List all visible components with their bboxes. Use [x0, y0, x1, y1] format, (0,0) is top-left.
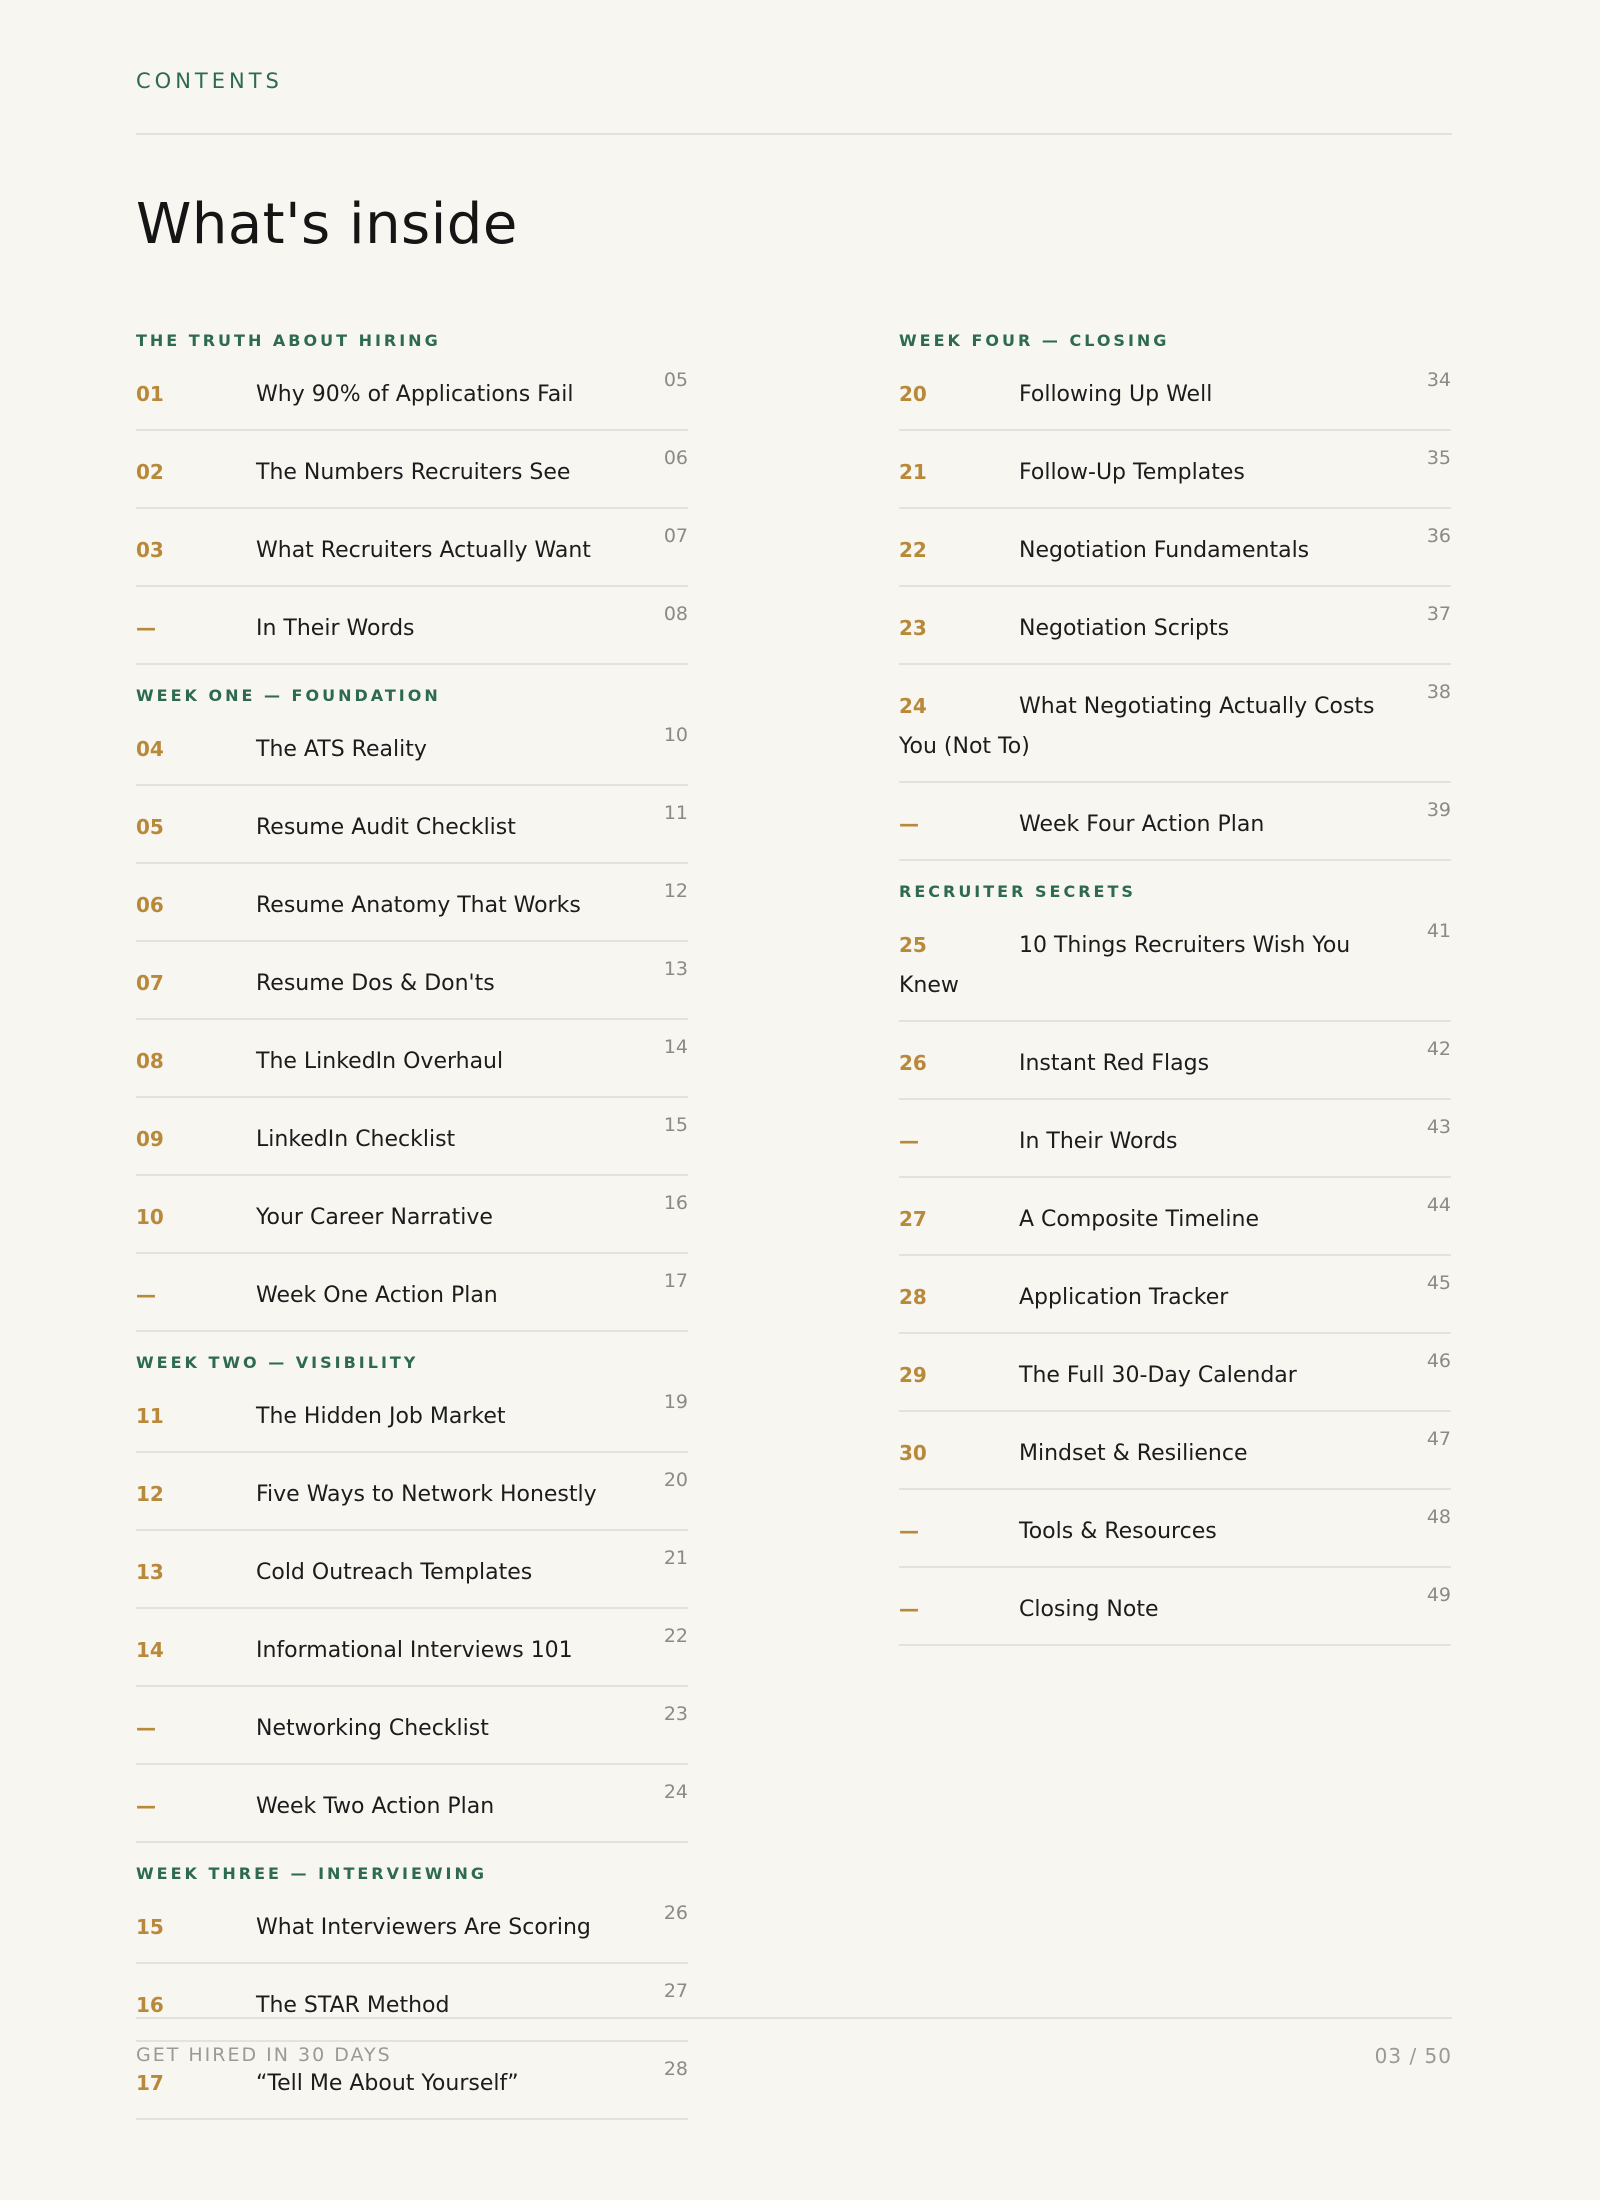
toc-entry-number: 12	[136, 1482, 164, 1506]
toc-entry-number: 06	[136, 893, 164, 917]
toc-entry-number: 03	[136, 538, 164, 562]
toc-entry[interactable]	[136, 1886, 688, 1964]
toc-entry-title: Negotiation Scripts	[1019, 616, 1230, 641]
toc-entry-number: 23	[899, 616, 927, 640]
toc-entry-number-cell	[136, 1631, 256, 1671]
toc-entry-number: 02	[136, 460, 164, 484]
toc-entry-title: Following Up Well	[1019, 382, 1213, 407]
toc-entry-page-number: 26	[663, 1902, 688, 1924]
toc-entry-number: 29	[899, 1363, 927, 1387]
toc-entry-number-cell	[136, 1397, 256, 1437]
toc-entry-title: In Their Words	[1019, 1129, 1178, 1154]
page-title: What's inside	[136, 192, 518, 257]
toc-entry-number-cell	[136, 730, 256, 770]
toc-entry-number: —	[136, 1794, 156, 1818]
toc-entry-number-cell	[899, 1590, 1019, 1630]
toc-entry-title: Resume Dos & Don'ts	[256, 971, 495, 996]
toc-entry-number-cell	[136, 1986, 256, 2026]
toc-entry[interactable]	[899, 509, 1451, 587]
toc-entry-title: Follow-Up Templates	[1019, 460, 1245, 485]
toc-entry-number: 26	[899, 1051, 927, 1075]
toc-entry[interactable]	[136, 1765, 688, 1843]
toc-entry-number-cell	[899, 1122, 1019, 1162]
toc-entry-number-cell	[136, 375, 256, 415]
toc-entry-title: The Full 30-Day Calendar	[1019, 1363, 1297, 1388]
toc-entry-number-cell	[899, 1278, 1019, 1318]
toc-entry-title: Resume Audit Checklist	[256, 815, 516, 840]
toc-entry-number: 17	[136, 2071, 164, 2095]
toc-entry-page-number: 34	[1426, 369, 1451, 391]
toc-entry-title: Networking Checklist	[256, 1716, 489, 1741]
toc-entry-number-cell	[899, 453, 1019, 493]
toc-entry-title: The ATS Reality	[256, 737, 427, 762]
toc-entry-number: —	[899, 1597, 919, 1621]
toc-entry-title: “Tell Me About Yourself”	[256, 2071, 519, 2096]
toc-entry-number-cell	[899, 1512, 1019, 1552]
toc-entry-number-cell	[899, 1044, 1019, 1084]
toc-entry-page-number: 17	[663, 1270, 688, 1292]
toc-entry-page-number: 45	[1426, 1272, 1451, 1294]
toc-entry[interactable]	[899, 1490, 1451, 1568]
toc-entry-number: 15	[136, 1915, 164, 1939]
toc-entry[interactable]	[136, 353, 688, 431]
toc-entry-page-number: 39	[1426, 799, 1451, 821]
contents-eyebrow: CONTENTS	[136, 69, 283, 93]
toc-entry[interactable]	[136, 942, 688, 1020]
toc-entry-number: 10	[136, 1205, 164, 1229]
toc-entry-title: Negotiation Fundamentals	[1019, 538, 1310, 563]
toc-entry-number-cell	[136, 808, 256, 848]
toc-entry-title: What Interviewers Are Scoring	[256, 1915, 591, 1940]
toc-entry-number-cell	[136, 1908, 256, 1948]
toc-entry-title: Cold Outreach Templates	[256, 1560, 533, 1585]
toc-entry-page-number: 46	[1426, 1350, 1451, 1372]
toc-entry-page-number: 24	[663, 1781, 688, 1803]
toc-entry-number-cell	[136, 1120, 256, 1160]
toc-entry-number: 27	[899, 1207, 927, 1231]
toc-entry-number-cell	[899, 531, 1019, 571]
toc-entry-page-number: 14	[663, 1036, 688, 1058]
toc-entry-page-number: 47	[1426, 1428, 1451, 1450]
toc-entry-page-number: 11	[663, 802, 688, 824]
toc-entry-page-number: 37	[1426, 603, 1451, 625]
toc-entry-page-number: 42	[1426, 1038, 1451, 1060]
toc-section-heading: THE TRUTH ABOUT HIRING	[136, 331, 441, 350]
toc-entry-title: Week Two Action Plan	[256, 1794, 495, 1819]
toc-entry-number: 21	[899, 460, 927, 484]
toc-entry-page-number: 49	[1426, 1584, 1451, 1606]
toc-entry-number-cell	[136, 1475, 256, 1515]
toc-entry-number: 04	[136, 737, 164, 761]
toc-entry[interactable]	[136, 708, 688, 786]
toc-entry-number-cell	[136, 2064, 256, 2104]
toc-entry-page-number: 23	[663, 1703, 688, 1725]
toc-entry-title: Informational Interviews 101	[256, 1638, 573, 1663]
toc-entry[interactable]	[899, 431, 1451, 509]
toc-entry[interactable]	[899, 1100, 1451, 1178]
toc-entry-page-number: 10	[663, 724, 688, 746]
toc-left-column	[136, 330, 688, 2120]
toc-entry-title: Five Ways to Network Honestly	[256, 1482, 597, 1507]
footer-divider	[136, 2017, 1452, 2019]
toc-entry[interactable]	[899, 1568, 1451, 1646]
toc-entry-number-cell	[136, 886, 256, 926]
toc-section-heading: WEEK THREE — INTERVIEWING	[136, 1864, 487, 1883]
toc-entry[interactable]	[899, 587, 1451, 665]
toc-entry-number: 25	[899, 933, 927, 957]
toc-entry-number-cell	[899, 1434, 1019, 1474]
toc-entry-number: 13	[136, 1560, 164, 1584]
toc-entry-title: Your Career Narrative	[256, 1205, 493, 1230]
toc-entry-title: Week One Action Plan	[256, 1283, 498, 1308]
toc-entry[interactable]	[899, 1334, 1451, 1412]
toc-entry[interactable]	[899, 353, 1451, 431]
toc-entry-number-cell	[899, 805, 1019, 845]
toc-entry[interactable]	[899, 1412, 1451, 1490]
toc-entry-number-cell	[136, 531, 256, 571]
toc-section-heading: WEEK TWO — VISIBILITY	[136, 1353, 419, 1372]
toc-entry-title: The Numbers Recruiters See	[256, 460, 571, 485]
toc-entry[interactable]	[136, 1453, 688, 1531]
toc-entry-number-cell	[899, 687, 1019, 727]
toc-entry-title: The Hidden Job Market	[256, 1404, 506, 1429]
toc-entry-page-number: 13	[663, 958, 688, 980]
toc-entry-page-number: 12	[663, 880, 688, 902]
toc-entry-title: LinkedIn Checklist	[256, 1127, 456, 1152]
toc-entry-title: Mindset & Resilience	[1019, 1441, 1248, 1466]
toc-entry-page-number: 27	[663, 1980, 688, 2002]
toc-entry-number-cell	[136, 609, 256, 649]
toc-entry-number: —	[136, 1716, 156, 1740]
toc-entry[interactable]	[136, 587, 688, 665]
toc-entry-page-number: 48	[1426, 1506, 1451, 1528]
toc-entry-number-cell	[136, 1787, 256, 1827]
toc-entry-page-number: 07	[663, 525, 688, 547]
toc-entry[interactable]	[136, 1020, 688, 1098]
toc-entry-page-number: 21	[663, 1547, 688, 1569]
toc-entry-page-number: 28	[663, 2058, 688, 2080]
toc-section-heading: WEEK FOUR — CLOSING	[899, 331, 1170, 350]
toc-entry-title: Resume Anatomy That Works	[256, 893, 581, 918]
toc-entry-page-number: 38	[1426, 681, 1451, 703]
toc-entry-number: 11	[136, 1404, 164, 1428]
toc-entry-number-cell	[136, 1276, 256, 1316]
footer-brand: GET HIRED IN 30 DAYS	[136, 2044, 392, 2066]
toc-entry-title: The LinkedIn Overhaul	[256, 1049, 504, 1074]
toc-entry-page-number: 05	[663, 369, 688, 391]
toc-entry-page-number: 41	[1426, 920, 1451, 942]
toc-entry-page-number: 15	[663, 1114, 688, 1136]
toc-entry-number: 08	[136, 1049, 164, 1073]
toc-entry-title: 10 Things Recruiters Wish You Knew	[899, 933, 1351, 998]
toc-entry-title: Instant Red Flags	[1019, 1051, 1210, 1076]
toc-entry-title: Application Tracker	[1019, 1285, 1229, 1310]
toc-entry-number: 14	[136, 1638, 164, 1662]
toc-entry-number: 22	[899, 538, 927, 562]
toc-section-heading: WEEK ONE — FOUNDATION	[136, 686, 441, 705]
toc-entry[interactable]	[136, 864, 688, 942]
toc-entry-number: 28	[899, 1285, 927, 1309]
toc-entry-number-cell	[136, 453, 256, 493]
header-divider	[136, 133, 1452, 135]
toc-entry[interactable]	[136, 1098, 688, 1176]
toc-entry-page-number: 16	[663, 1192, 688, 1214]
toc-entry-page-number: 43	[1426, 1116, 1451, 1138]
toc-entry-number-cell	[899, 926, 1019, 966]
toc-entry-number: 05	[136, 815, 164, 839]
toc-entry-number-cell	[136, 964, 256, 1004]
toc-entry[interactable]	[136, 786, 688, 864]
toc-entry-title: In Their Words	[256, 616, 415, 641]
toc-entry[interactable]	[136, 1176, 688, 1254]
toc-entry[interactable]	[899, 783, 1451, 861]
toc-entry[interactable]	[136, 509, 688, 587]
toc-entry[interactable]	[899, 665, 1451, 783]
toc-entry-number: —	[136, 1283, 156, 1307]
toc-entry-number-cell	[899, 1200, 1019, 1240]
toc-entry-number: —	[899, 1129, 919, 1153]
toc-entry[interactable]	[136, 1964, 688, 2042]
toc-entry-title: Why 90% of Applications Fail	[256, 382, 574, 407]
toc-entry-page-number: 36	[1426, 525, 1451, 547]
toc-entry-number-cell	[136, 1709, 256, 1749]
toc-entry-page-number: 08	[663, 603, 688, 625]
toc-entry-number: —	[136, 616, 156, 640]
toc-entry-number: 09	[136, 1127, 164, 1151]
toc-entry[interactable]	[899, 1178, 1451, 1256]
toc-entry[interactable]	[899, 1022, 1451, 1100]
toc-entry[interactable]	[136, 1531, 688, 1609]
toc-section-heading: RECRUITER SECRETS	[899, 882, 1136, 901]
toc-entry-title: What Negotiating Actually Costs You (Not To)	[899, 694, 1375, 759]
toc-entry-page-number: 22	[663, 1625, 688, 1647]
toc-entry-title: The STAR Method	[256, 1993, 450, 2018]
toc-entry-title: Closing Note	[1019, 1597, 1159, 1622]
footer-page-indicator: 03 / 50	[1374, 2044, 1452, 2068]
toc-entry-page-number: 35	[1426, 447, 1451, 469]
toc-entry[interactable]	[899, 1256, 1451, 1334]
toc-entry-title: What Recruiters Actually Want	[256, 538, 591, 563]
toc-entry-number: 30	[899, 1441, 927, 1465]
toc-entry-title: A Composite Timeline	[1019, 1207, 1259, 1232]
toc-entry-number-cell	[136, 1042, 256, 1082]
toc-entry[interactable]	[136, 1687, 688, 1765]
toc-entry-number: 07	[136, 971, 164, 995]
toc-entry-number: 01	[136, 382, 164, 406]
toc-entry[interactable]	[136, 431, 688, 509]
toc-entry-number-cell	[899, 609, 1019, 649]
toc-entry-number: 24	[899, 694, 927, 718]
toc-entry-page-number: 44	[1426, 1194, 1451, 1216]
toc-entry-number: 20	[899, 382, 927, 406]
toc-right-column	[899, 330, 1451, 1646]
toc-entry-page-number: 20	[663, 1469, 688, 1491]
toc-entry-number-cell	[899, 1356, 1019, 1396]
toc-entry[interactable]	[136, 1254, 688, 1332]
toc-entry-number-cell	[899, 375, 1019, 415]
toc-entry-number: —	[899, 1519, 919, 1543]
toc-entry-number-cell	[136, 1198, 256, 1238]
toc-entry-title: Week Four Action Plan	[1019, 812, 1265, 837]
toc-entry-number-cell	[136, 1553, 256, 1593]
toc-entry[interactable]	[136, 1609, 688, 1687]
toc-entry-page-number: 06	[663, 447, 688, 469]
toc-entry-number: —	[899, 812, 919, 836]
toc-entry-title: Tools & Resources	[1019, 1519, 1217, 1544]
toc-entry[interactable]	[136, 1375, 688, 1453]
toc-entry-page-number: 19	[663, 1391, 688, 1413]
toc-entry[interactable]	[899, 904, 1451, 1022]
toc-entry-number: 16	[136, 1993, 164, 2017]
